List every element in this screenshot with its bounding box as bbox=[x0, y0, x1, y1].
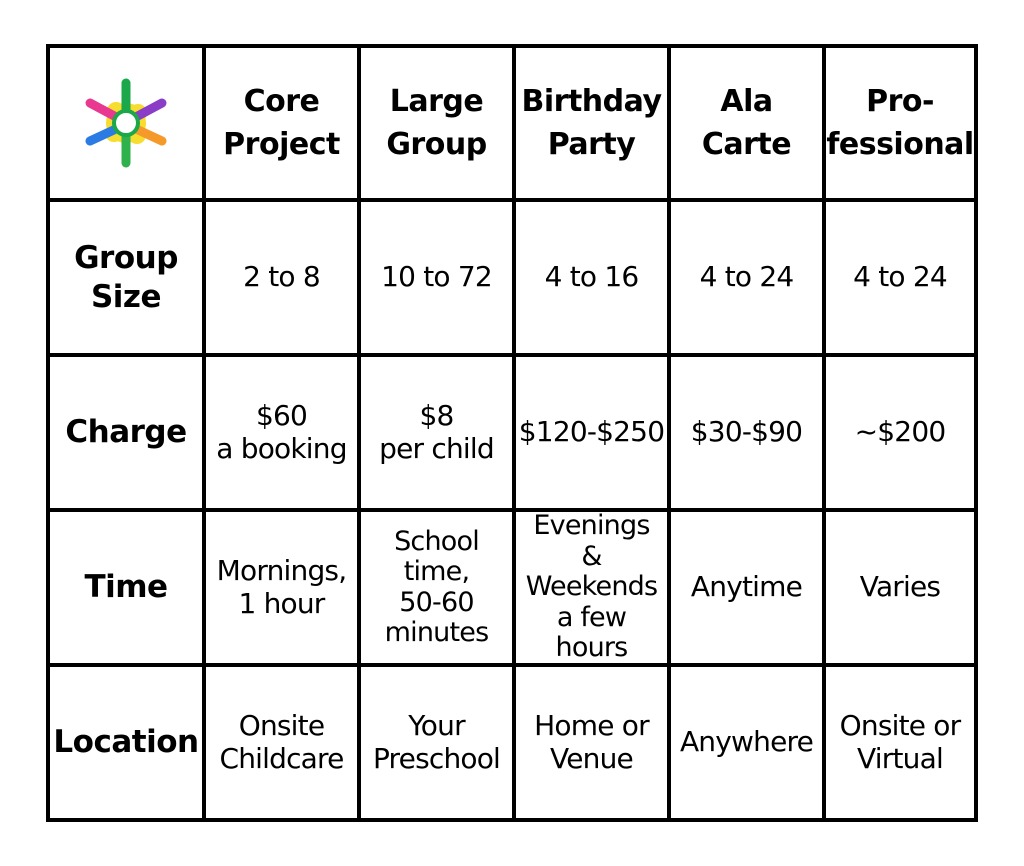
column-header-core-project: Core Project bbox=[206, 48, 361, 202]
table-cell: Varies bbox=[826, 512, 974, 667]
table-cell: 4 to 24 bbox=[826, 202, 974, 357]
table-cell: ~$200 bbox=[826, 357, 974, 512]
column-header-birthday-party: Birthday Party bbox=[516, 48, 671, 202]
table-cell: Onsite Childcare bbox=[206, 667, 361, 818]
table-cell: Your Preschool bbox=[361, 667, 516, 818]
table-cell: $30-$90 bbox=[671, 357, 826, 512]
row-header-group-size: Group Size bbox=[50, 202, 206, 357]
row-header-charge: Charge bbox=[50, 357, 206, 512]
row-header-location: Location bbox=[50, 667, 206, 818]
table-cell: Onsite or Virtual bbox=[839, 709, 961, 775]
column-header-professional: Pro- fessional bbox=[826, 48, 974, 202]
table-cell: $8 per child bbox=[361, 357, 516, 512]
column-header-ala-carte: Ala Carte bbox=[671, 48, 826, 202]
column-header-large-group: Large Group bbox=[361, 48, 516, 202]
pricing-table bbox=[46, 44, 978, 822]
table-cell: Evenings & Weekends a few hours bbox=[516, 512, 671, 667]
table-cell: 4 to 24 bbox=[671, 202, 826, 357]
row-header-time: Time bbox=[50, 512, 206, 667]
table-cell: School time, 50-60 minutes bbox=[361, 512, 516, 667]
table-cell: 10 to 72 bbox=[361, 202, 516, 357]
table-cell: Anywhere bbox=[671, 667, 826, 818]
table-cell: Mornings, 1 hour bbox=[206, 512, 361, 667]
logo-cell bbox=[50, 48, 206, 202]
table-cell: $60 a booking bbox=[206, 357, 361, 512]
table-cell: Home or Venue bbox=[516, 667, 671, 818]
table-cell: Anytime bbox=[671, 512, 826, 667]
table-cell: 4 to 16 bbox=[516, 202, 671, 357]
table-cell: $120-$250 bbox=[516, 357, 671, 512]
table-cell: 2 to 8 bbox=[206, 202, 361, 357]
flower-logo-icon bbox=[83, 75, 169, 171]
